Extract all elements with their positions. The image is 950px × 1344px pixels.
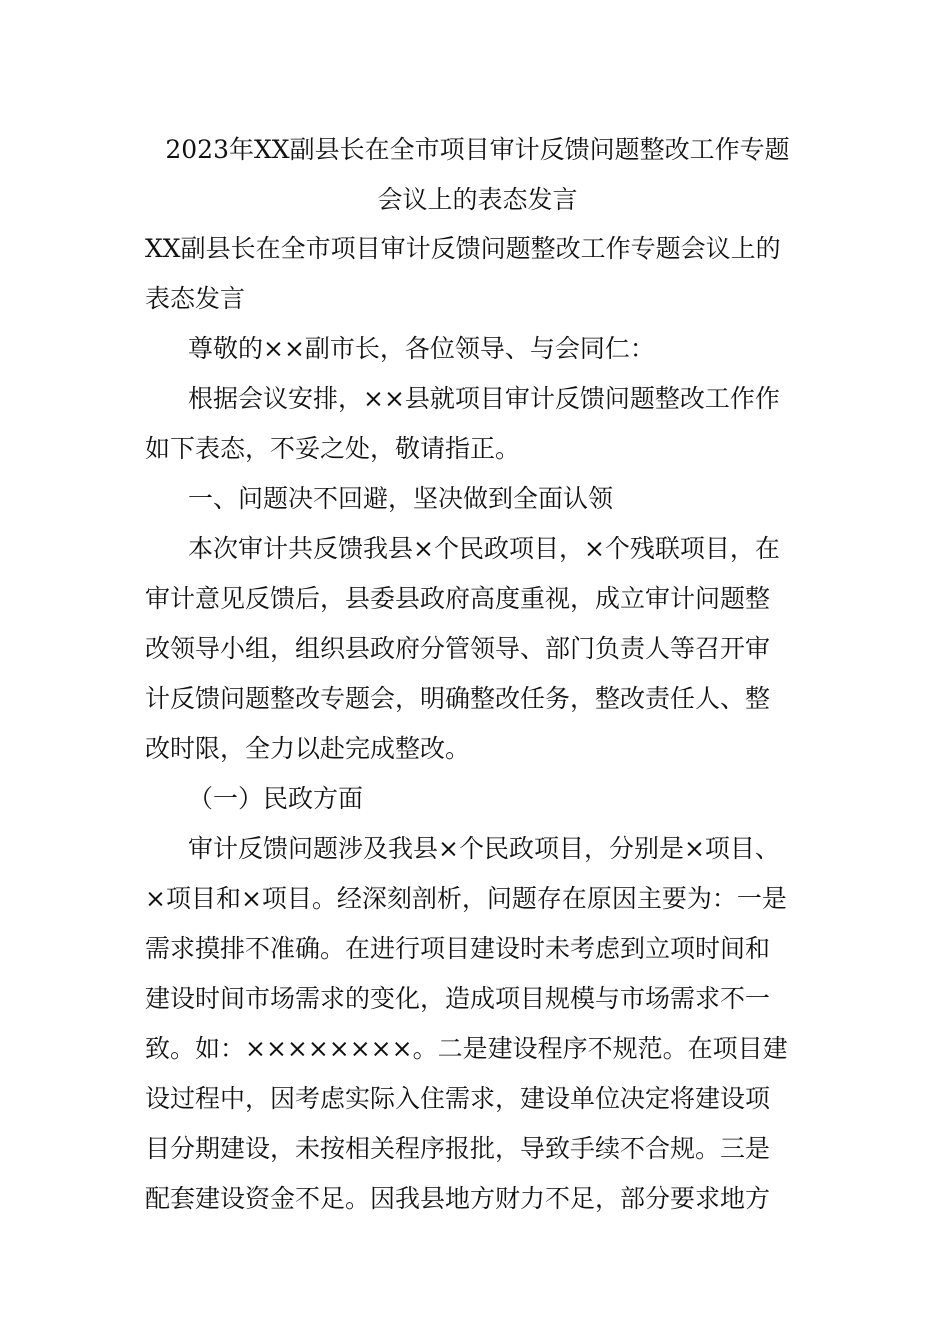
body-line: 目分期建设，未按相关程序报批，导致手续不合规。三是 [145, 1134, 771, 1163]
body-line: 配套建设资金不足。因我县地方财力不足，部分要求地方 [145, 1184, 771, 1213]
body-line: 审计反馈问题涉及我县×个民政项目，分别是×项目、 [188, 834, 780, 863]
subtitle-line-2: 表态发言 [145, 284, 246, 313]
subtitle-line-1: XX副县长在全市项目审计反馈问题整改工作专题会议上的 [145, 234, 781, 263]
body-line: 审计意见反馈后，县委县政府高度重视，成立审计问题整 [145, 584, 771, 613]
body-line: ×项目和×项目。经深刻剖析，问题存在原因主要为：一是 [145, 884, 787, 913]
body-line: 本次审计共反馈我县×个民政项目，×个残联项目，在 [188, 534, 780, 563]
body-line: 需求摸排不准确。在进行项目建设时未考虑到立项时间和 [145, 934, 771, 963]
section-heading-1: 一、问题决不回避，坚决做到全面认领 [188, 484, 614, 513]
body-line: 改领导小组，组织县政府分管领导、部门负责人等召开审 [145, 634, 771, 663]
body-line: 改时限，全力以赴完成整改。 [145, 734, 471, 763]
document-title-line-2: 会议上的表态发言 [377, 185, 578, 214]
body-line: 计反馈问题整改专题会，明确整改任务，整改责任人、整 [145, 684, 771, 713]
body-line: 如下表态，不妥之处，敬请指正。 [145, 434, 521, 463]
body-line: 设过程中，因考虑实际入住需求，建设单位决定将建设项 [145, 1084, 771, 1113]
salutation: 尊敬的××副市长，各位领导、与会同仁： [188, 334, 655, 363]
body-line: 致。如：××××××××。二是建设程序不规范。在项目建 [145, 1034, 788, 1063]
body-line: 根据会议安排，××县就项目审计反馈问题整改工作作 [188, 384, 780, 413]
body-line: 建设时间市场需求的变化，造成项目规模与市场需求不一 [145, 984, 771, 1013]
document-title-line-1: 2023年XX副县长在全市项目审计反馈问题整改工作专题 [165, 135, 790, 164]
subsection-heading-1: （一）民政方面 [188, 784, 364, 813]
